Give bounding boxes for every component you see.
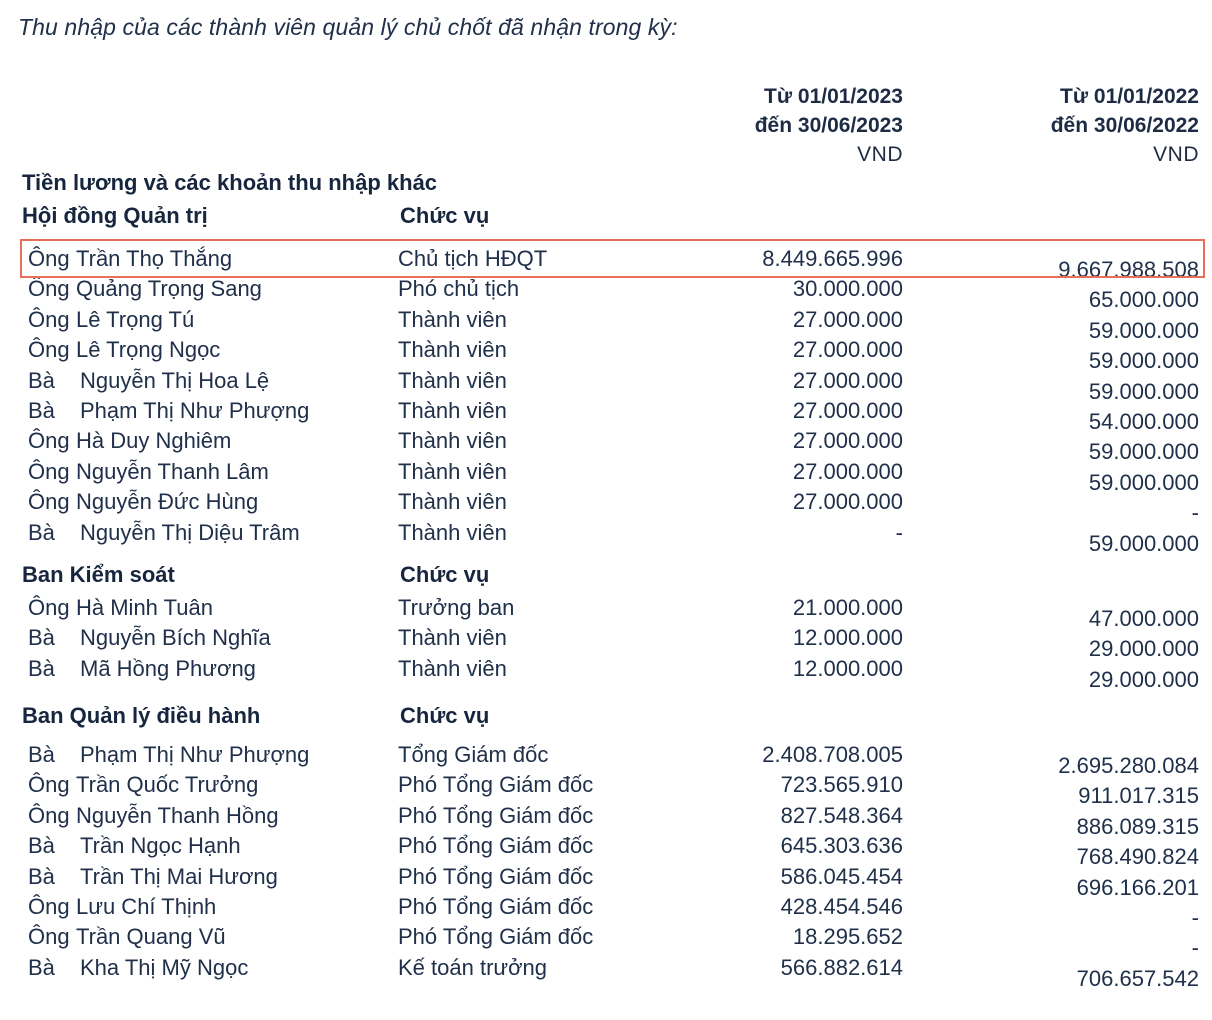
row-amount-2023: 30.000.000 [792,276,903,302]
table-row [0,487,1212,526]
row-honorific: Bà [28,954,55,980]
row-amount-2022: 59.000.000 [1088,317,1199,343]
heading-board-of-directors [22,203,490,229]
row-role: Phó Tổng Giám đốc [398,894,594,919]
row-role: Thành viên [398,458,507,484]
heading-board-label: Hội đồng Quản trị [22,203,208,228]
row-person-name: Kha Thị Mỹ Ngọc [80,954,249,980]
row-amount-2023: 8.449.665.996 [762,246,903,271]
row-honorific: Ông [28,595,70,620]
period-2022-line1: Từ 01/01/2022 [1060,85,1199,108]
row-amount-2023: - [895,519,903,545]
row-honorific: Ông [28,772,70,798]
row-person-name: Lưu Chí Thịnh [76,894,217,919]
row-amount-2023: 723.565.910 [780,772,903,798]
row-honorific: Ông [28,337,70,363]
row-amount-2022: - [1191,500,1199,526]
row-honorific: Bà [28,742,55,767]
row-amount-2022: 696.166.201 [1076,874,1199,900]
row-amount-2022: 59.000.000 [1088,469,1199,495]
row-amount-2023: 21.000.000 [792,595,903,620]
row-person-name: Mã Hồng Phương [80,655,256,681]
row-role: Phó Tổng Giám đốc [398,833,594,859]
row-role: Thành viên [398,367,507,393]
row-amount-2023: 428.454.546 [780,894,903,919]
row-person-name: Nguyễn Bích Nghĩa [80,625,271,651]
row-honorific: Ông [28,802,70,828]
table-row [0,654,1212,692]
period-2023-line2: đến 30/06/2023 [754,114,903,137]
heading-supervisory-label: Ban Kiểm soát [22,562,175,587]
row-amount-2022: 59.000.000 [1088,439,1199,465]
row-honorific: Ông [28,276,70,302]
row-person-name: Hà Duy Nghiêm [76,428,232,454]
table-row [0,335,1212,374]
heading-executive-label: Ban Quản lý điều hành [22,703,261,728]
row-honorific: Ông [28,489,70,515]
table-row [0,305,1212,343]
row-role: Phó chủ tịch [398,276,520,302]
row-honorific: Bà [28,625,55,651]
row-amount-2022: 911.017.315 [1078,783,1199,809]
row-amount-2022: 47.000.000 [1088,606,1199,631]
row-person-name: Trần Ngọc Hạnh [80,833,241,859]
heading-supervisory-board [22,562,490,588]
table-row [0,457,1212,495]
row-honorific: Ông [28,924,70,950]
row-amount-2022: - [1191,935,1199,961]
table-row [0,831,1212,870]
table-row [0,740,1212,778]
row-honorific: Ông [28,428,70,454]
row-honorific: Bà [28,367,55,393]
row-amount-2023: 18.295.652 [792,924,903,950]
row-role: Thành viên [398,337,507,363]
row-honorific: Bà [28,398,55,423]
intro-text: Thu nhập của các thành viên quản lý chủ chốt đã nhận trong kỳ: [18,14,678,40]
row-role: Phó Tổng Giám đốc [398,802,594,828]
heading-supervisory-role-column: Chức vụ [400,562,490,587]
row-role: Thành viên [398,306,507,332]
row-role: Chủ tịch HĐQT [398,246,548,271]
row-amount-2022: 59.000.000 [1088,530,1199,556]
row-role: Thành viên [398,428,507,454]
row-person-name: Phạm Thị Như Phượng [80,398,310,423]
row-person-name: Trần Thị Mai Hương [80,863,278,889]
row-person-name: Trần Thọ Thắng [76,246,233,271]
row-amount-2023: 566.882.614 [780,954,903,980]
row-role: Thành viên [398,625,507,651]
table-row [0,862,1212,900]
row-amount-2022: 886.089.315 [1076,813,1199,839]
row-amount-2022: 59.000.000 [1088,348,1199,374]
row-role: Kế toán trưởng [398,954,548,980]
heading-salary-label: Tiền lương và các khoản thu nhập khác [22,170,438,195]
row-person-name: Phạm Thị Như Phượng [80,742,310,767]
row-role: Trưởng ban [398,595,515,620]
heading-board-role-column: Chức vụ [400,203,490,228]
row-honorific: Bà [28,833,55,859]
row-person-name: Nguyễn Thanh Lâm [76,458,269,484]
row-amount-2023: 12.000.000 [792,655,903,681]
row-amount-2023: 645.303.636 [780,833,903,859]
period-2022-line2: đến 30/06/2022 [1050,114,1199,137]
row-person-name: Trần Quang Vũ [76,924,226,950]
column-header-period-2023 [643,82,903,169]
table-row [0,426,1212,465]
heading-salary-and-other-income [22,170,437,196]
table-row [0,593,1212,631]
row-person-name: Hà Minh Tuân [76,595,213,620]
row-role: Tổng Giám đốc [398,742,549,767]
row-person-name: Nguyễn Đức Hùng [76,489,259,515]
row-honorific: Bà [28,519,55,545]
row-role: Phó Tổng Giám đốc [398,863,594,889]
table-row [0,953,1212,991]
row-amount-2022: 768.490.824 [1076,844,1199,870]
column-header-period-2022 [939,82,1199,169]
row-amount-2023: 12.000.000 [792,625,903,651]
table-row [0,518,1212,556]
row-person-name: Trần Quốc Trưởng [76,772,259,798]
row-role: Thành viên [398,655,507,681]
heading-executive-management [22,703,490,729]
row-amount-2023: 827.548.364 [780,802,903,828]
row-amount-2023: 27.000.000 [792,367,903,393]
row-person-name: Quảng Trọng Sang [76,276,262,302]
period-2023-currency: VND [857,143,903,166]
table-row [0,274,1212,313]
row-honorific: Ông [28,306,70,332]
row-amount-2022: 29.000.000 [1088,666,1199,692]
row-amount-2023: 586.045.454 [780,863,903,889]
table-row [0,396,1212,434]
row-amount-2022: - [1191,905,1199,930]
row-amount-2023: 27.000.000 [792,428,903,454]
row-person-name: Nguyễn Thị Hoa Lệ [80,367,270,393]
table-row [0,922,1212,961]
row-amount-2022: 65.000.000 [1088,287,1199,313]
row-amount-2023: 27.000.000 [792,458,903,484]
table-row [0,801,1212,839]
row-amount-2023: 27.000.000 [792,398,903,423]
row-role: Thành viên [398,489,507,515]
row-person-name: Lê Trọng Ngọc [76,337,221,363]
row-honorific: Ông [28,458,70,484]
row-amount-2023: 27.000.000 [792,489,903,515]
row-role: Thành viên [398,519,507,545]
row-role: Phó Tổng Giám đốc [398,924,594,950]
row-honorific: Bà [28,863,55,889]
row-honorific: Ông [28,246,70,271]
row-honorific: Bà [28,655,55,681]
row-honorific: Ông [28,894,70,919]
period-2022-currency: VND [1153,143,1199,166]
row-amount-2022: 2.695.280.084 [1058,753,1199,778]
row-amount-2022: 29.000.000 [1088,636,1199,662]
period-2023-line1: Từ 01/01/2023 [764,85,903,108]
row-amount-2022: 54.000.000 [1088,409,1199,434]
row-amount-2023: 2.408.708.005 [762,742,903,767]
table-row [0,244,1212,282]
table-row [0,892,1212,930]
heading-executive-role-column: Chức vụ [400,703,490,728]
table-row [0,623,1212,662]
row-person-name: Lê Trọng Tú [76,306,195,332]
row-amount-2022: 9.667.988.508 [1058,257,1199,282]
row-role: Thành viên [398,398,507,423]
row-role: Phó Tổng Giám đốc [398,772,594,798]
row-person-name: Nguyễn Thị Diệu Trâm [80,519,300,545]
row-person-name: Nguyễn Thanh Hồng [76,802,279,828]
row-amount-2022: 706.657.542 [1076,965,1199,991]
table-row [0,366,1212,404]
row-amount-2022: 59.000.000 [1088,378,1199,404]
row-amount-2023: 27.000.000 [792,306,903,332]
table-row [0,770,1212,809]
row-amount-2023: 27.000.000 [792,337,903,363]
